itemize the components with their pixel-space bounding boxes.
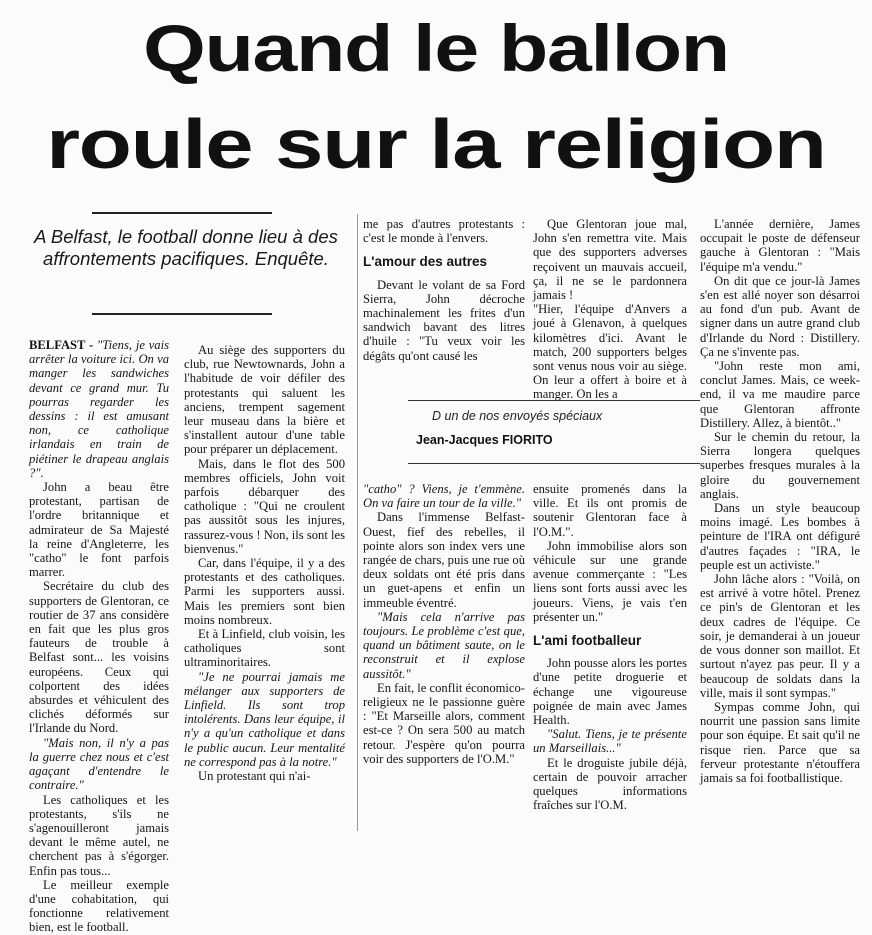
paragraph-text: Mais, dans le flot des 500 membres officiels, John voit parfois débarquer des catholique : "Qui ne croulent pas aussitôt sous les injures, rassurez-vous ! Non, ils sont les bienvenus."	[184, 456, 345, 556]
paragraph	[184, 769, 345, 783]
paragraph-text: Sympas comme John, qui nourrit une passion sans limite pour son équipe. Et sait qu'il ne risque rien. Parce que sa ferveur protestante n'étouffera jamais sa foi footballistique.	[700, 699, 860, 785]
column-divider-3	[357, 214, 358, 831]
paragraph-text: Car, dans l'équipe, il y a des protestants et des catholiques. Parmi les supporters aussi. Mais les premiers sont bien moins nombreux.	[184, 556, 345, 627]
column-3-top	[363, 217, 525, 363]
paragraph-text: Au siège des supporters du club, rue Newtownards, John a l'habitude de voir défiler des protestants qui saluent les anciens, trempent sagement leur museau dans la bière et s'installent autour d'une table pour préparer un déplacement.	[184, 343, 345, 457]
paragraph-text: Secrétaire du club des supporters de Glentoran, ce routier de 37 ans considère en fait que les plus gros fauteurs de trouble à Belfast sont... les voisins européens. Ceux qui colportent des idées absurdes et véhiculent des clichés déformés sur l'Irlande du Nord.	[29, 579, 169, 736]
paragraph-text: Que Glentoran joue mal, John s'en remettra vite. Mais que des supporters adverses reçoivent un mauvais accueil, ça, il ne se le pardonnera jamais !	[533, 217, 687, 303]
paragraph-text: "Hier, l'équipe d'Anvers a joué à Glenavon, à quelques kilomètres d'ici. Avant le match, 200 supporters belges sont venus nous voir au siège. On leur a offert à boire et à manger. On les a	[533, 302, 687, 402]
paragraph-text: "Tiens, je vais arrêter la voiture ici. On va manger les sandwiches devant ce grand mur. Tu pourras regarder les dessins : il est amusant non, ce catholique irlandais en train de piétiner le drapeau anglais ?".	[29, 338, 169, 480]
paragraph-text: Sur le chemin du retour, la Sierra longera quelques superbes fresques murales à la gloire du gouvernement anglais.	[700, 430, 860, 501]
byline-box	[408, 400, 700, 464]
paragraph-text: Et le droguiste jubile déjà, certain de pouvoir arracher quelques informations fraîches sur l'O.M.	[533, 755, 687, 813]
headline-line-2: roule sur la religion	[46, 105, 826, 183]
paragraph	[533, 539, 687, 624]
paragraph-text: John pousse alors les portes d'une petite droguerie et échange une vigoureuse poignée de main avec James Health.	[533, 656, 687, 728]
paragraph-text: John a beau être protestant, partisan de l'ordre britannique et admirateur de Sa Majesté la reine d'Angleterre, les "catho" le font parfois marrer.	[29, 480, 169, 580]
dateline: BELFAST -	[29, 338, 97, 352]
paragraph	[700, 274, 860, 359]
paragraph-text: "Mais cela n'arrive pas toujours. Le problème c'est que, quand un bâtiment saute, on le reconstruit et il explose aussitôt."	[363, 609, 525, 681]
subhead-ami: L'ami footballeur	[533, 633, 642, 649]
paragraph-text: L'année dernière, James occupait le poste de défenseur gauche à Glentoran : "Mais l'équipe m'a vendu."	[700, 217, 860, 274]
paragraph	[363, 278, 525, 363]
column-2	[184, 343, 345, 783]
paragraph	[533, 756, 687, 813]
paragraph	[363, 681, 525, 766]
paragraph	[533, 656, 687, 727]
paragraph-text: John immobilise alors son véhicule sur une grande avenue commerçante : "Les liens sont forts aussi avec les joueurs. Viens, je vais t'en présenter un."	[533, 538, 687, 624]
paragraph	[29, 338, 169, 480]
column-3-bottom	[363, 482, 525, 766]
paragraph-text: On dit que ce jour-là James s'en est allé noyer son désarroi au fond d'un pub. Avant de signer dans un autre grand club d'Irlande du Nord : Distillery. Ça ne s'invente pas.	[700, 273, 860, 359]
paragraph	[700, 217, 860, 274]
paragraph-text: Devant le volant de sa Ford Sierra, John décroche machinalement les frites d'un sandwich bavant des litres d'huile : "Tu veux voir les dégâts qu'ont causé les	[363, 277, 525, 363]
paragraph	[700, 572, 860, 700]
column-1	[29, 338, 169, 935]
byline-label: D un de nos envoyés spéciaux	[432, 409, 603, 423]
byline-author: Jean-Jacques FIORITO	[416, 433, 553, 447]
paragraph	[29, 793, 169, 878]
paragraph	[29, 878, 169, 935]
paragraph	[363, 610, 525, 681]
paragraph-text: En fait, le conflit économico-religieux ne le passionne guère : "Et Marseille alors, comment est-ce ? On sera 500 au match retour. J'espère qu'on pourra voir des supporters de l'O.M."	[363, 680, 525, 766]
deck-subtitle: A Belfast, le football donne lieu à des affrontements pacifiques. Enquête.	[34, 226, 338, 269]
paragraph-text: "Mais non, il n'y a pas la guerre chez nous et c'est agaçant d'entendre le contraire."	[29, 735, 169, 793]
paragraph-text: "Salut. Tiens, je te présente un Marseillais..."	[533, 727, 687, 756]
paragraph	[700, 501, 860, 572]
paragraph	[184, 457, 345, 556]
paragraph	[184, 343, 345, 457]
paragraph	[363, 482, 525, 510]
paragraph-text: "Je ne pourrai jamais me mélanger aux supporters de Linfield. Ils sont trop intolérents. Dans leur équipe, il n'y a qu'un catholique et dans le public aucun. Leur mentalité ne correspond pas à la notre."	[184, 669, 345, 769]
paragraph-text: ensuite promenés dans la ville. Et ils ont promis de soutenir Glentoran face à l'O.M.".	[533, 482, 687, 539]
paragraph-text: "catho" ? Viens, je t'emmène. On va faire un tour de la ville."	[363, 482, 525, 511]
paragraph	[363, 217, 525, 245]
paragraph	[700, 430, 860, 501]
paragraph-text: Dans l'immense Belfast-Ouest, fief des rebelles, il pointe alors son index vers une rangée de chars, puis une rue où deux soldats ont été pris dans un guet-apens et enfin un immeuble éventré.	[363, 510, 525, 610]
paragraph	[184, 670, 345, 769]
paragraph	[700, 359, 860, 430]
paragraph-text: "John reste mon ami, conclut James. Mais, ce week-end, il va me maudire parce que Glentoran affronte Distillery. Allez, à bientôt.."	[700, 359, 860, 430]
paragraph	[184, 627, 345, 670]
paragraph	[363, 510, 525, 609]
paragraph	[533, 302, 687, 401]
deck-top-rule	[92, 212, 272, 214]
paragraph-text: Et à Linfield, club voisin, les catholiques sont ultraminoritaires.	[184, 627, 345, 670]
paragraph	[29, 579, 169, 735]
paragraph	[29, 480, 169, 579]
subhead-amour: L'amour des autres	[363, 254, 487, 270]
paragraph	[533, 482, 687, 539]
paragraph	[184, 556, 345, 627]
paragraph-text: John lâche alors : "Voilà, on est arrivé à votre hôtel. Prenez ce pin's de Glentoran et les deux cadres de l'équipe. Ce soir, je demanderai à un joueur de vous donner son maillot. Et surtout n'ayez pas peur. Il y a beaucoup de soldats dans la ville, mais il sont sympas."	[700, 572, 860, 700]
paragraph-text: Les catholiques et les protestants, s'ils ne s'agenouilleront jamais devant le même autel, ne cherchent pas à s'égorger. Enfin pas tous...	[29, 792, 169, 878]
paragraph	[700, 700, 860, 785]
paragraph	[29, 736, 169, 793]
column-5	[700, 217, 860, 785]
headline-line-1: Quand le ballon	[143, 11, 729, 85]
paragraph-text: Un protestant qui n'ai-	[198, 769, 311, 784]
paragraph	[533, 217, 687, 302]
paragraph-text: Le meilleur exemple d'une cohabitation, qui fonctionne relativement bien, est le football.	[29, 877, 169, 935]
column-4-top	[533, 217, 687, 402]
deck-bottom-rule	[92, 313, 272, 315]
column-4-bottom	[533, 482, 687, 812]
paragraph-text: me pas d'autres protestants : c'est le monde à l'envers.	[363, 217, 525, 246]
paragraph	[533, 727, 687, 755]
paragraph-text: Dans un style beaucoup moins imagé. Les bombes à peinture de l'IRA ont défiguré d'autres façades : "IRA, le peuple est un activiste."	[700, 501, 860, 572]
